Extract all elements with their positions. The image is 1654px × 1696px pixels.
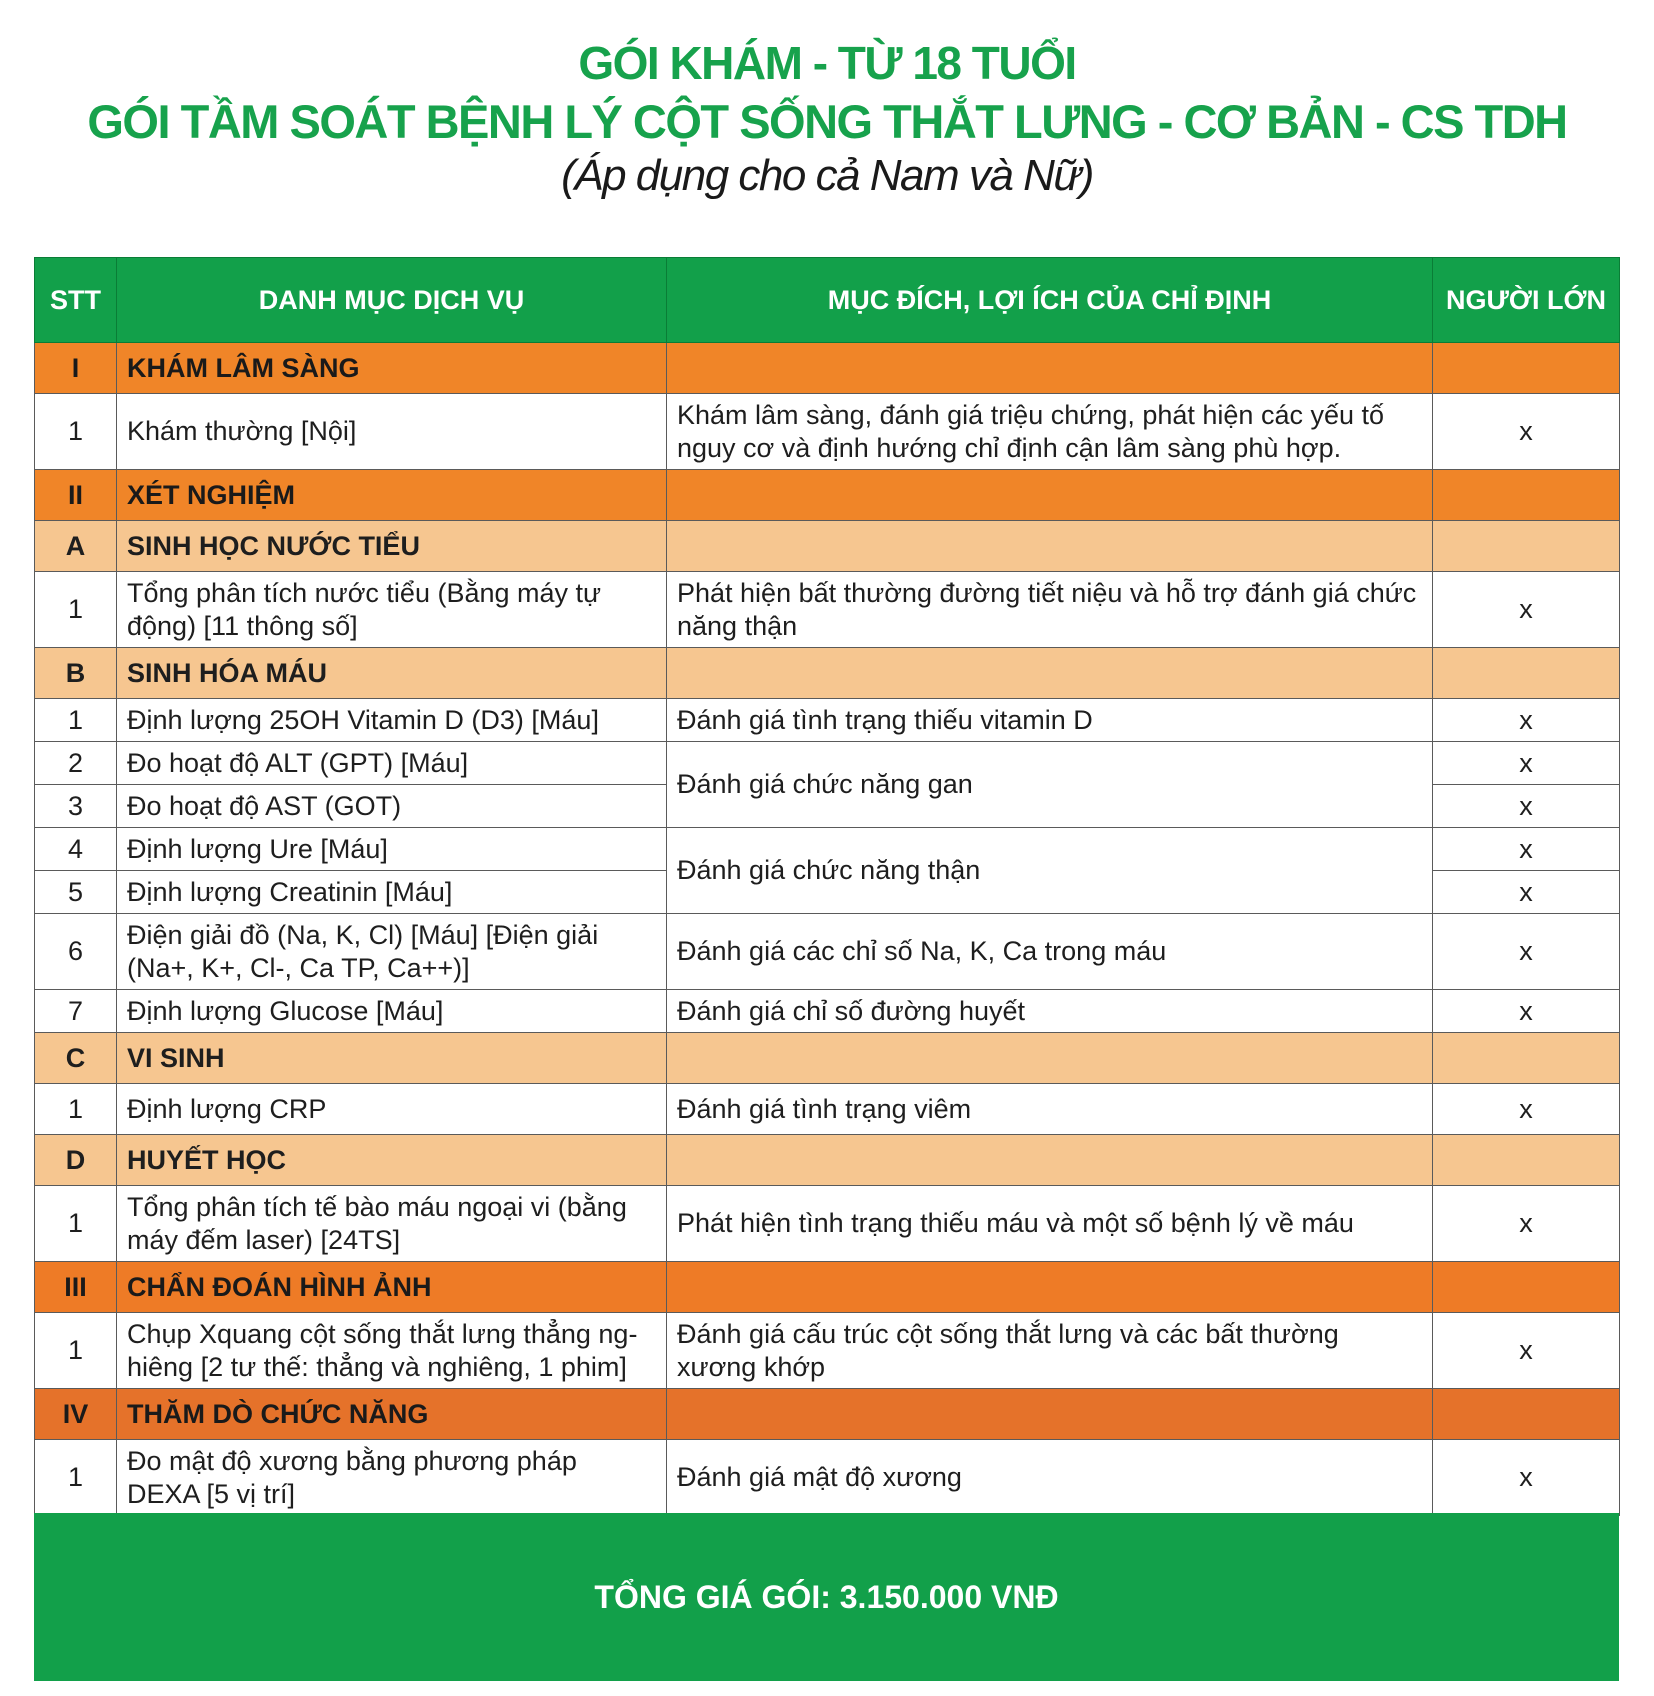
total-price: TỔNG GIÁ GÓI: 3.150.000 VNĐ: [594, 1578, 1059, 1615]
subsection-name: SINH HÓA MÁU: [117, 648, 667, 699]
section-name: THĂM DÒ CHỨC NĂNG: [117, 1389, 667, 1440]
row-number: 1: [35, 1084, 117, 1135]
row-number: 1: [35, 394, 117, 470]
subsection-row: [35, 648, 1620, 699]
header-service: DANH MỤC DỊCH VỤ: [117, 258, 667, 343]
section-number: I: [35, 343, 117, 394]
service-purpose: Đánh giá chức năng thận: [667, 828, 1433, 914]
table-row: [35, 1440, 1620, 1516]
service-purpose: Đánh giá cấu trúc cột sống thắt lưng và các bất thường xương khớp: [667, 1313, 1433, 1389]
service-purpose: Đánh giá mật độ xương: [667, 1440, 1433, 1516]
subsection-name: SINH HỌC NƯỚC TIỂU: [117, 521, 667, 572]
service-purpose: Đánh giá tình trạng viêm: [667, 1084, 1433, 1135]
section-number: III: [35, 1262, 117, 1313]
service-purpose: Phát hiện tình trạng thiếu máu và một số bệnh lý về máu: [667, 1186, 1433, 1262]
row-number: 1: [35, 699, 117, 742]
adult-mark: x: [1433, 394, 1620, 470]
row-number: 1: [35, 572, 117, 648]
service-name: Đo hoạt độ ALT (GPT) [Máu]: [117, 742, 667, 785]
service-name: Định lượng Creatinin [Máu]: [117, 871, 667, 914]
service-purpose: Đánh giá chức năng gan: [667, 742, 1433, 828]
service-name: Định lượng 25OH Vitamin D (D3) [Máu]: [117, 699, 667, 742]
adult-mark: x: [1433, 785, 1620, 828]
header-stt: STT: [35, 258, 117, 343]
row-number: 4: [35, 828, 117, 871]
table-row: [35, 828, 1620, 871]
adult-mark: x: [1433, 572, 1620, 648]
row-number: 1: [35, 1186, 117, 1262]
section-number: II: [35, 470, 117, 521]
table-row: [35, 990, 1620, 1033]
package-note: (Áp dụng cho cả Nam và Nữ): [561, 151, 1093, 200]
service-purpose: Đánh giá chỉ số đường huyết: [667, 990, 1433, 1033]
table-row: [35, 742, 1620, 785]
section-name: CHẨN ĐOÁN HÌNH ẢNH: [117, 1262, 667, 1313]
package-title: GÓI KHÁM - TỪ 18 TUỔI: [578, 37, 1076, 89]
service-name: Điện giải đồ (Na, K, Cl) [Máu] [Điện giải (Na+, K+, Cl-, Ca TP, Ca++)]: [117, 914, 667, 990]
subsection-row: [35, 521, 1620, 572]
total-price-bar: [34, 1513, 1619, 1681]
adult-mark: x: [1433, 1186, 1620, 1262]
adult-mark: x: [1433, 828, 1620, 871]
adult-mark: x: [1433, 742, 1620, 785]
header-adult: NGƯỜI LỚN: [1433, 258, 1620, 343]
adult-mark: x: [1433, 1313, 1620, 1389]
service-name: Tổng phân tích tế bào máu ngoại vi (bằng máy đếm laser) [24TS]: [117, 1186, 667, 1262]
service-name: Đo mật độ xương bằng phương pháp DEXA [5 vị trí]: [117, 1440, 667, 1516]
table-row: [35, 1186, 1620, 1262]
adult-mark: x: [1433, 914, 1620, 990]
service-table: [34, 257, 1620, 1516]
adult-mark: x: [1433, 871, 1620, 914]
service-name: Định lượng Glucose [Máu]: [117, 990, 667, 1033]
section-name: KHÁM LÂM SÀNG: [117, 343, 667, 394]
section-row: [35, 343, 1620, 394]
service-name: Khám thường [Nội]: [117, 394, 667, 470]
table-row: [35, 914, 1620, 990]
subsection-letter: B: [35, 648, 117, 699]
adult-mark: x: [1433, 699, 1620, 742]
section-row: [35, 470, 1620, 521]
row-number: 3: [35, 785, 117, 828]
adult-mark: x: [1433, 1440, 1620, 1516]
service-purpose: Đánh giá tình trạng thiếu vitamin D: [667, 699, 1433, 742]
service-name: Chụp Xquang cột sống thắt lưng thẳng ng-hiêng [2 tư thế: thẳng và nghiêng, 1 phim]: [117, 1313, 667, 1389]
service-purpose: Khám lâm sàng, đánh giá triệu chứng, phát hiện các yếu tố nguy cơ và định hướng chỉ định cận lâm sàng phù hợp.: [667, 394, 1433, 470]
subsection-letter: A: [35, 521, 117, 572]
subsection-name: VI SINH: [117, 1033, 667, 1084]
row-number: 5: [35, 871, 117, 914]
row-number: 1: [35, 1313, 117, 1389]
row-number: 6: [35, 914, 117, 990]
row-number: 1: [35, 1440, 117, 1516]
row-number: 7: [35, 990, 117, 1033]
section-number: IV: [35, 1389, 117, 1440]
table-row: [35, 572, 1620, 648]
adult-mark: x: [1433, 990, 1620, 1033]
service-purpose: Đánh giá các chỉ số Na, K, Ca trong máu: [667, 914, 1433, 990]
row-number: 2: [35, 742, 117, 785]
service-purpose: Phát hiện bất thường đường tiết niệu và hỗ trợ đánh giá chức năng thận: [667, 572, 1433, 648]
subsection-row: [35, 1135, 1620, 1186]
table-row: [35, 699, 1620, 742]
service-name: Tổng phân tích nước tiểu (Bằng máy tự động) [11 thông số]: [117, 572, 667, 648]
table-row: [35, 1313, 1620, 1389]
section-row: [35, 1262, 1620, 1313]
service-name: Định lượng Ure [Máu]: [117, 828, 667, 871]
table-header-row: [35, 258, 1620, 343]
service-name: Định lượng CRP: [117, 1084, 667, 1135]
title-block: [0, 0, 1654, 198]
subsection-letter: C: [35, 1033, 117, 1084]
subsection-letter: D: [35, 1135, 117, 1186]
service-name: Đo hoạt độ AST (GOT): [117, 785, 667, 828]
header-purpose: MỤC ĐÍCH, LỢI ÍCH CỦA CHỈ ĐỊNH: [667, 258, 1433, 343]
section-name: XÉT NGHIỆM: [117, 470, 667, 521]
package-subtitle: GÓI TẦM SOÁT BỆNH LÝ CỘT SỐNG THẮT LƯNG - CƠ BẢN - CS TDH: [87, 95, 1567, 148]
table-row: [35, 1084, 1620, 1135]
adult-mark: x: [1433, 1084, 1620, 1135]
table-row: [35, 394, 1620, 470]
subsection-row: [35, 1033, 1620, 1084]
subsection-name: HUYẾT HỌC: [117, 1135, 667, 1186]
section-row: [35, 1389, 1620, 1440]
